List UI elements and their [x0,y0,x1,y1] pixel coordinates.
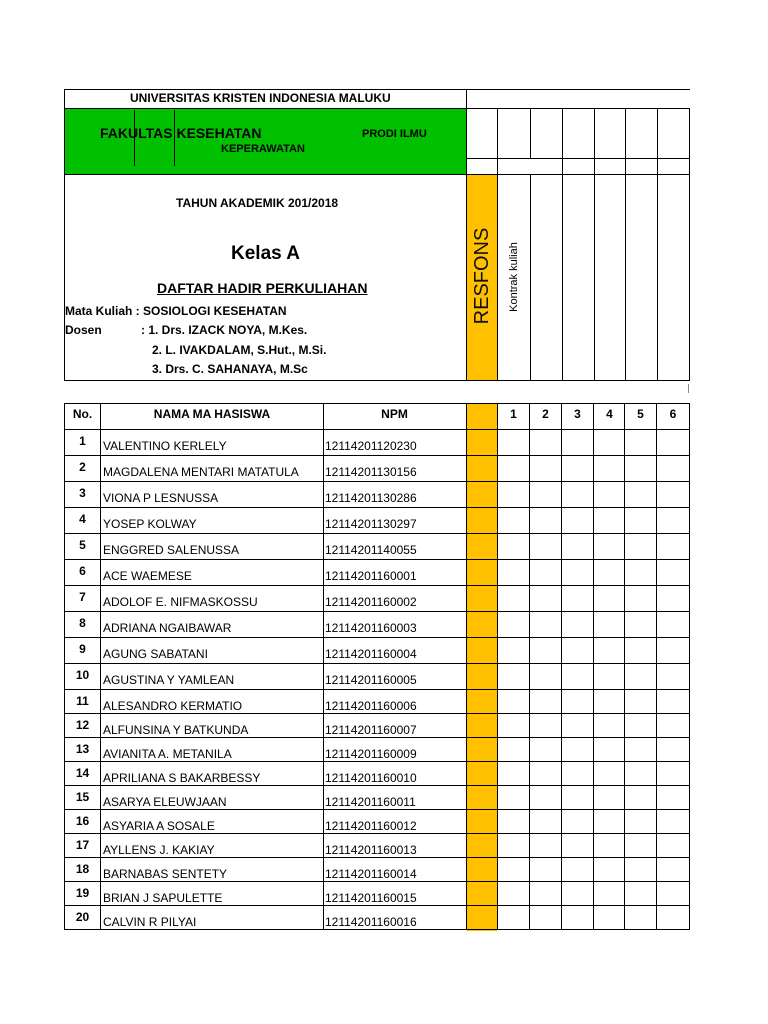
meeting-header-6: 6 [669,407,677,421]
student-npm: 12114201160004 [325,647,417,661]
row-no: 9 [79,642,86,656]
row-no: 8 [79,616,86,630]
student-name: VIONA P LESNUSSA [103,491,219,505]
student-name: BARNABAS SENTETY [103,867,228,881]
row-no: 12 [75,718,90,732]
prodi-label-line2: KEPERAWATAN [221,143,305,155]
column-header-name: NAMA MA HASISWA [153,407,271,421]
resfons-column-table [466,403,497,931]
class-title: Kelas A [231,243,300,264]
student-name: AYLLENS J. KAKIAY [103,843,215,857]
row-no: 1 [79,434,86,448]
student-name: ALESANDRO KERMATIO [103,699,243,713]
student-name: YOSEP KOLWAY [103,517,197,531]
student-name: ALFUNSINA Y BATKUNDA [103,723,249,737]
student-name: MAGDALENA MENTARI MATATULA [103,465,299,479]
meeting-header-2: 2 [542,407,549,421]
student-npm: 12114201160014 [325,867,417,881]
student-npm: 12114201160012 [325,819,417,833]
row-no: 19 [75,886,90,900]
student-npm: 12114201160013 [325,843,417,857]
student-name: BRIAN J SAPULETTE [103,891,223,905]
column-header-npm: NPM [381,407,408,421]
meeting-header-4: 4 [606,407,613,421]
university-name: UNIVERSITAS KRISTEN INDONESIA MALUKU [130,91,391,105]
row-no: 10 [75,668,90,682]
kontrak-kuliah-label: Kontrak kuliah [508,242,520,312]
student-name: ENGGRED SALENUSSA [103,543,240,557]
attendance-table [64,403,691,933]
row-no: 2 [79,460,86,474]
row-no: 4 [79,512,86,526]
row-no: 20 [75,910,90,924]
student-npm: 12114201160007 [325,723,417,737]
student-npm: 12114201130286 [325,491,417,505]
student-npm: 12114201160016 [325,915,417,929]
student-name: ADOLOF E. NIFMASKOSSU [103,595,258,609]
meeting-header-1: 1 [510,407,517,421]
resfons-label: RESFONS [471,227,493,325]
lecturer-label: Dosen [65,323,102,337]
student-npm: 12114201160011 [325,795,416,809]
student-npm: 12114201160009 [325,747,417,761]
row-no: 17 [75,838,90,852]
course-line: Mata Kuliah : SOSIOLOGI KESEHATAN [65,304,287,318]
student-npm: 12114201160002 [325,595,417,609]
row-no: 11 [76,694,89,708]
lecturer-2: 2. L. IVAKDALAM, S.Hut., M.Si. [152,343,327,357]
row-no: 6 [79,564,86,578]
student-name: CALVIN R PILYAI [103,915,197,929]
student-npm: 12114201160010 [325,771,417,785]
student-npm: 12114201160006 [325,699,417,713]
row-no: 13 [75,742,90,756]
prodi-label: PRODI ILMU [362,128,427,140]
faculty-name: FAKULTAS KESEHATAN [100,125,262,141]
row-no: 5 [79,538,86,552]
student-name: ADRIANA NGAIBAWAR [103,621,232,635]
student-name: ASYARIA A SOSALE [103,819,215,833]
row-no: 7 [79,590,86,604]
student-name: ASARYA ELEUWJAAN [103,795,227,809]
student-npm: 12114201140055 [325,543,417,557]
row-no: 18 [75,862,90,876]
student-npm: 12114201160015 [325,891,417,905]
student-npm: 12114201120230 [325,439,417,453]
student-npm: 12114201160003 [325,621,417,635]
row-no: 15 [75,790,90,804]
student-name: ACE WAEMESE [103,569,192,583]
academic-year: TAHUN AKADEMIK 201/2018 [176,196,339,210]
lecturer-3: 3. Drs. C. SAHANAYA, M.Sc [152,362,308,376]
lecturer-1: : 1. Drs. IZACK NOYA, M.Kes. [141,323,308,337]
student-npm: 12114201160001 [325,569,417,583]
meeting-header-5: 5 [637,407,644,421]
student-name: VALENTINO KERLELY [103,439,227,453]
student-name: APRILIANA S BAKARBESSY [103,771,261,785]
student-npm: 12114201160005 [325,673,417,687]
meeting-header-3: 3 [574,407,581,421]
row-no: 14 [75,766,90,780]
student-npm: 12114201130297 [325,517,417,531]
student-name: AVIANITA A. METANILA [103,747,232,761]
student-name: AGUSTINA Y YAMLEAN [103,673,235,687]
student-name: AGUNG SABATANI [103,647,208,661]
row-no: 16 [75,814,90,828]
row-no: 3 [79,486,86,500]
student-npm: 12114201130156 [325,465,417,479]
column-header-no: No. [72,407,93,421]
document-title: DAFTAR HADIR PERKULIAHAN [157,280,368,296]
